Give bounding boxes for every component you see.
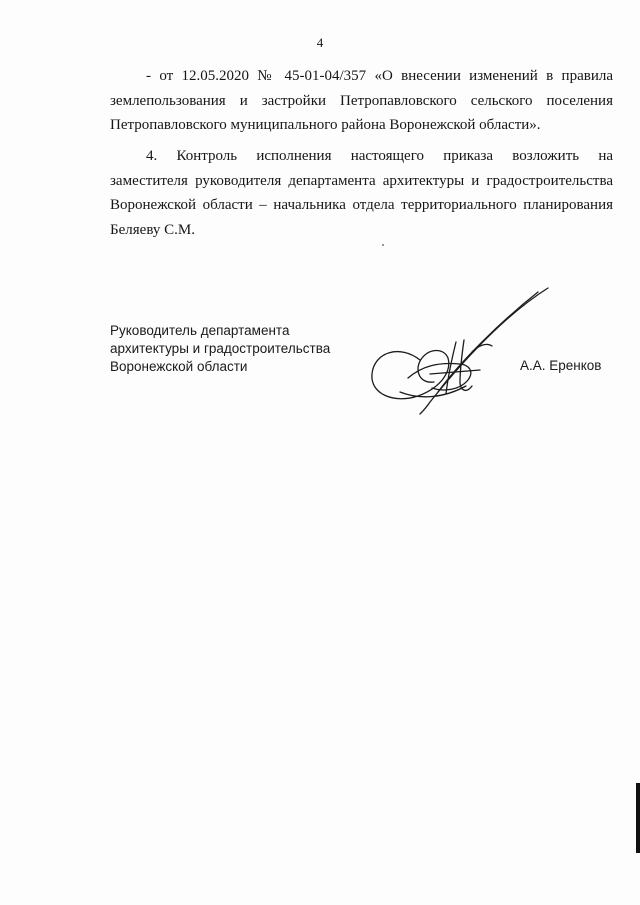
paragraph-line: 4. Контроль исполнения настоящего приказа возложить на [146,148,613,164]
signer-position-line: Руководитель департамента [110,323,290,338]
paragraph-control-clause [110,144,613,242]
scan-speck [382,244,384,246]
paragraph-line: Петропавловского муниципального района Воронежской области». [110,117,541,133]
paragraph-line: землепользования и застройки Петропавловского сельского поселения [110,92,613,109]
signer-position-line: Воронежской области [110,359,248,374]
paragraph-line: заместителя руководителя департамента архитектуры и градостроительства [110,172,613,189]
scan-edge-mark [636,783,640,853]
paragraph-amendment-reference [110,64,613,138]
signer-position [110,322,330,376]
handwritten-signature [360,282,560,422]
paragraph-line: Воронежской области – начальника отдела территориального планирования [110,197,613,213]
page-number: 4 [316,35,324,50]
paragraph-line: - от 12.05.2020 № 45-01-04/357 «О внесении изменений в правила [146,68,613,84]
signer-position-line: архитектуры и градостроительства [110,341,331,356]
paragraph-line: Беляеву С.М. [110,221,195,238]
signer-name: А.А. Еренков [520,358,602,373]
